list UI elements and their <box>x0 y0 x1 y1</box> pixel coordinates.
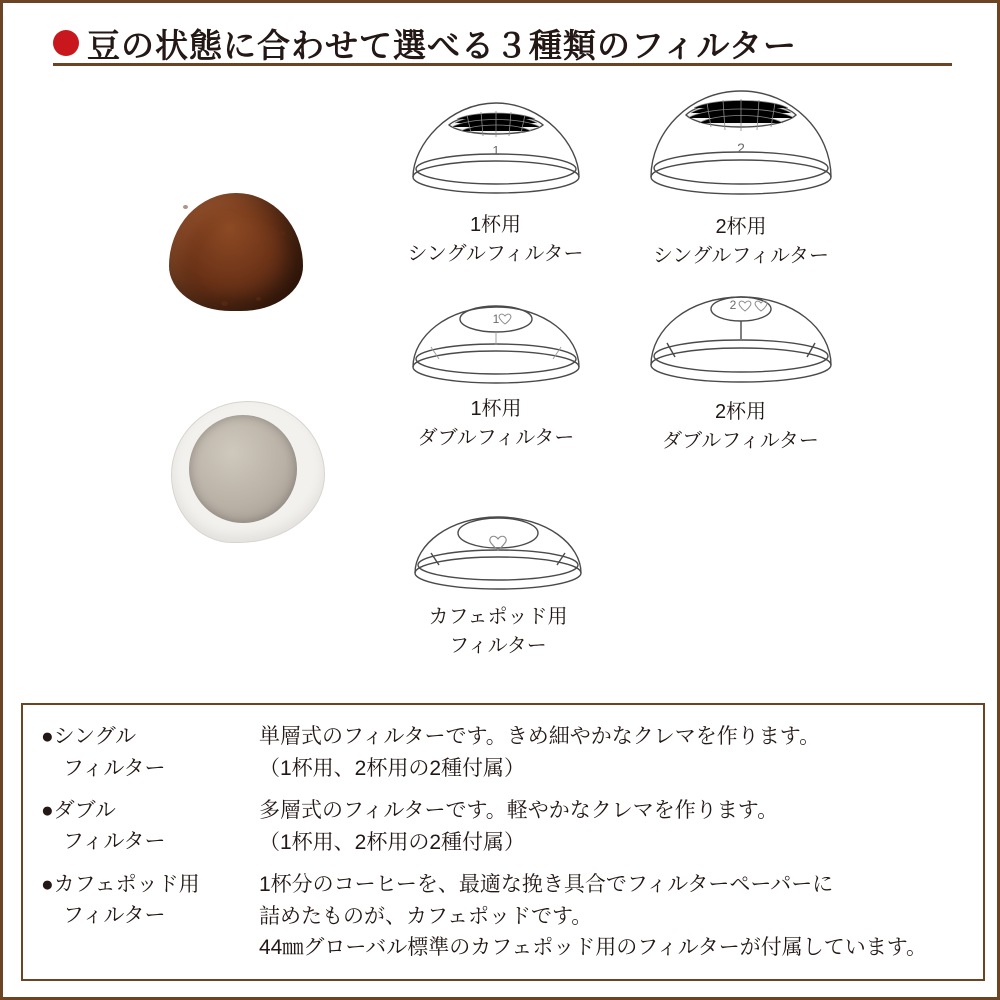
legend-term-double <box>41 795 259 858</box>
coffee-grounds-image <box>161 171 311 311</box>
grounds-speck <box>256 297 261 301</box>
legend-term-cafepod <box>41 869 259 932</box>
filter-label-single-2cup <box>631 213 851 271</box>
filter-item-cafepod <box>393 493 603 661</box>
coffee-pod-image <box>171 395 331 555</box>
filter-illustration-cafepod <box>403 493 593 603</box>
grounds-mound <box>169 193 303 311</box>
filter-mark-label: 1 <box>491 143 500 158</box>
filter-label-line2: シングルフィルター <box>652 245 830 267</box>
legend-desc-line: 1杯分のコーヒーを、最適な挽き具合でフィルターペーパーに <box>259 872 834 896</box>
filter-label-single-1cup <box>388 211 603 269</box>
grounds-speck <box>279 231 285 236</box>
page-header <box>53 17 957 69</box>
legend-box <box>21 703 985 981</box>
legend-desc-line: 多層式のフィルターです。軽やかなクレマを作ります。 <box>259 798 779 822</box>
filter-label-line1: 1杯用 <box>470 398 522 420</box>
legend-term-line1: ●カフェポッド用 <box>41 872 200 896</box>
legend-row-double <box>41 795 965 859</box>
drop-icon <box>739 301 751 311</box>
legend-desc-single <box>259 721 965 785</box>
filter-illustration-single-1cup <box>401 81 591 211</box>
legend-desc-line: （1杯用、2杯用の2種付属） <box>259 830 526 854</box>
legend-desc-line: （1杯用、2杯用の2種付属） <box>259 756 526 780</box>
filter-mark-label: 2 <box>729 298 736 312</box>
filter-label-line1: 2杯用 <box>715 216 767 238</box>
legend-term-line2: フィルター <box>63 830 166 854</box>
filter-label-line1: 1杯用 <box>469 214 522 236</box>
bullet-icon <box>53 30 79 56</box>
legend-desc-line: 詰めたものが、カフェポッドです。 <box>259 904 593 928</box>
cafepod-filter-icon <box>403 493 593 603</box>
legend-term-line1: ●ダブル <box>41 798 116 822</box>
grounds-speck <box>183 205 188 209</box>
filter-item-double-1cup <box>391 285 601 453</box>
filter-mark-label: 2 <box>737 140 745 156</box>
legend-desc-line: 44㎜グローバル標準のカフェポッド用のフィルターが付属しています。 <box>259 936 928 960</box>
drop-icon <box>499 314 511 324</box>
filter-item-single-2cup <box>631 73 851 271</box>
filter-label-cafepod <box>393 603 603 661</box>
filter-label-line2: ダブルフィルター <box>417 427 575 449</box>
header-divider <box>53 63 952 66</box>
filter-label-double-1cup <box>391 395 601 453</box>
filter-label-line2: フィルター <box>449 635 547 657</box>
filter-item-single-1cup <box>388 81 603 269</box>
double-filter-1cup-icon <box>401 285 591 395</box>
pod-coffee-puck <box>189 415 297 523</box>
legend-term-line2: フィルター <box>63 904 166 928</box>
page-title: 豆の状態に合わせて選べる３種類のフィルター <box>87 26 798 64</box>
legend-desc-double <box>259 795 965 859</box>
legend-row-cafepod <box>41 869 965 965</box>
single-filter-1cup-icon <box>401 81 591 211</box>
filter-illustration-double-1cup <box>401 285 591 395</box>
filter-label-line2: シングルフィルター <box>407 243 584 265</box>
filter-mark-label: 1 <box>492 312 500 326</box>
filter-label-line1: カフェポッド用 <box>428 606 568 628</box>
legend-desc-line: 単層式のフィルターです。きめ細やかなクレマを作ります。 <box>259 725 821 748</box>
filter-item-double-2cup <box>633 273 848 456</box>
filter-label-line2: ダブルフィルター <box>662 430 819 452</box>
single-filter-2cup-icon <box>641 73 841 213</box>
legend-term-single <box>41 721 259 784</box>
double-filter-2cup-icon <box>641 273 841 398</box>
grounds-speck <box>221 301 228 306</box>
legend-desc-cafepod <box>259 869 965 965</box>
filters-figure <box>3 73 1000 698</box>
legend-term-line2: フィルター <box>63 756 166 780</box>
filter-label-double-2cup <box>633 398 848 456</box>
legend-term-line1: ●シングル <box>41 725 137 748</box>
filter-label-line1: 2杯用 <box>714 401 767 423</box>
filter-illustration-single-2cup <box>641 73 841 213</box>
legend-row-single <box>41 721 965 785</box>
filter-illustration-double-2cup <box>641 273 841 398</box>
